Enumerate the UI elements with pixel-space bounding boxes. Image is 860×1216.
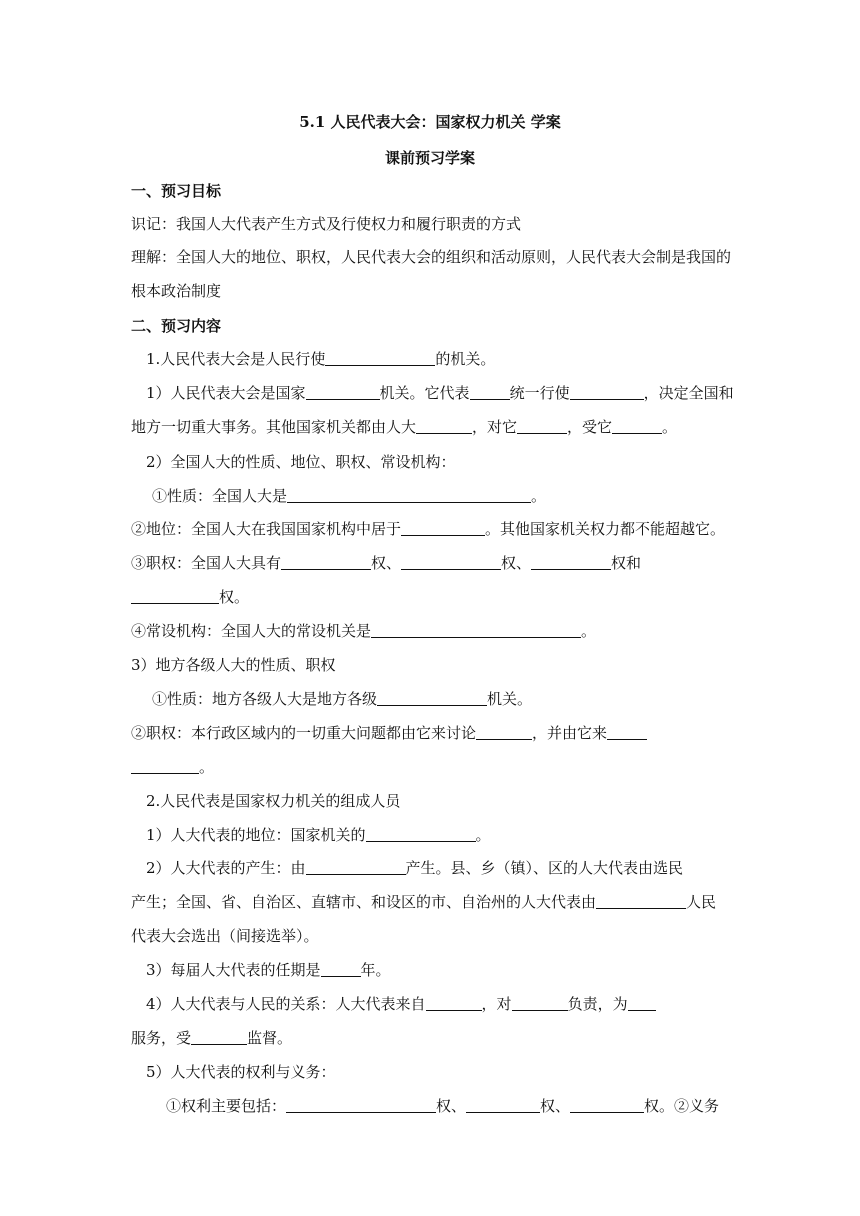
item-1-2-standing-body: ④常设机构：全国人大的常设机关是 。 [131,622,597,640]
item-1-3-powers-line2: 。 [131,757,214,777]
item-2-2-line1: 2）人大代表的产生：由 产生。县、乡（镇）、区的人大代表由选民 [146,859,684,877]
item-1-2-status: ②地位：全国人大在我国国家机构中居于 。其他国家机关权力都不能超越它。 [131,520,726,538]
fill-blank[interactable] [612,418,662,434]
fill-blank[interactable] [281,554,371,570]
item-2-1: 1）人大代表的地位：国家机关的 。 [146,826,491,844]
item-1-2-nature: ①性质：全国人大是 。 [152,487,547,505]
item-1-1-line2: 地方一切重大事务。其他国家机关都由人大 ，对它 ，受它 。 [131,418,678,436]
fill-blank[interactable] [366,826,476,842]
fill-blank[interactable] [517,418,567,434]
fill-blank[interactable] [466,1097,540,1113]
fill-blank[interactable] [401,554,501,570]
item-1-2: 2）全国人大的性质、地位、职权、常设机构： [146,453,456,471]
fill-blank[interactable] [325,350,435,366]
item-1: 1.人民代表大会是人民行使 的机关。 [146,350,496,368]
document-subtitle: 课前预习学案 [384,149,475,167]
item-1-3-powers-line1: ②职权：本行政区域内的一切重大问题都由它来讨论 ，并由它来 [131,723,647,743]
fill-blank[interactable] [628,995,656,1011]
item-2-5: 5）人大代表的权利与义务： [146,1063,336,1081]
fill-blank[interactable] [131,758,199,774]
item-2-2-line3: 代表大会选出（间接选举）。 [131,927,319,945]
fill-blank[interactable] [377,690,487,706]
fill-blank[interactable] [531,554,611,570]
goal-understand-line1: 理解：全国人大的地位、职权，人民代表大会的组织和活动原则，人民代表大会制是我国的 [131,248,732,266]
goal-understand-line2: 根本政治制度 [131,282,222,300]
item-1-3-nature: ①性质：地方各级人大是地方各级 机关。 [152,690,533,708]
document-title: 5.1 人民代表大会：国家权力机关 学案 [299,113,561,131]
fill-blank[interactable] [306,859,406,875]
fill-blank[interactable] [470,384,510,400]
fill-blank[interactable] [287,487,531,503]
item-2-5-rights: ①权利主要包括： 权、 权、 权。②义务 [166,1097,720,1115]
item-2-4-line1: 4）人大代表与人民的关系：人大代表来自 ，对 负责，为 [146,994,656,1014]
fill-blank[interactable] [570,1097,644,1113]
fill-blank[interactable] [131,588,219,604]
fill-blank[interactable] [286,1097,436,1113]
item-1-2-powers-line2: 权。 [131,587,249,607]
fill-blank[interactable] [607,724,647,740]
item-1-3: 3）地方各级人大的性质、职权 [131,656,336,674]
item-1-1-line1: 1）人民代表大会是国家 机关。它代表 统一行使 ，决定全国和 [146,384,734,402]
fill-blank[interactable] [371,622,581,638]
item-1-2-powers-line1: ③职权：全国人大具有 权、 权、 权和 [131,554,642,572]
item-2: 2.人民代表是国家权力机关的组成人员 [146,792,401,810]
section-heading-content: 二、预习内容 [131,317,222,335]
item-2-2-line2: 产生；全国、省、自治区、直辖市、和设区的市、自治州的人大代表由 人民 [131,893,717,911]
goal-recall: 识记：我国人大代表产生方式及行使权力和履行职责的方式 [131,215,522,233]
section-heading-goals: 一、预习目标 [131,182,222,200]
item-2-3: 3）每届人大代表的任期是 年。 [146,961,391,979]
fill-blank[interactable] [596,893,686,909]
fill-blank[interactable] [570,384,644,400]
fill-blank[interactable] [306,384,380,400]
fill-blank[interactable] [426,995,482,1011]
fill-blank[interactable] [191,1029,247,1045]
fill-blank[interactable] [416,418,472,434]
fill-blank[interactable] [321,961,361,977]
fill-blank[interactable] [476,724,532,740]
fill-blank[interactable] [512,995,568,1011]
fill-blank[interactable] [401,520,485,536]
item-2-4-line2: 服务，受 监督。 [131,1029,293,1047]
